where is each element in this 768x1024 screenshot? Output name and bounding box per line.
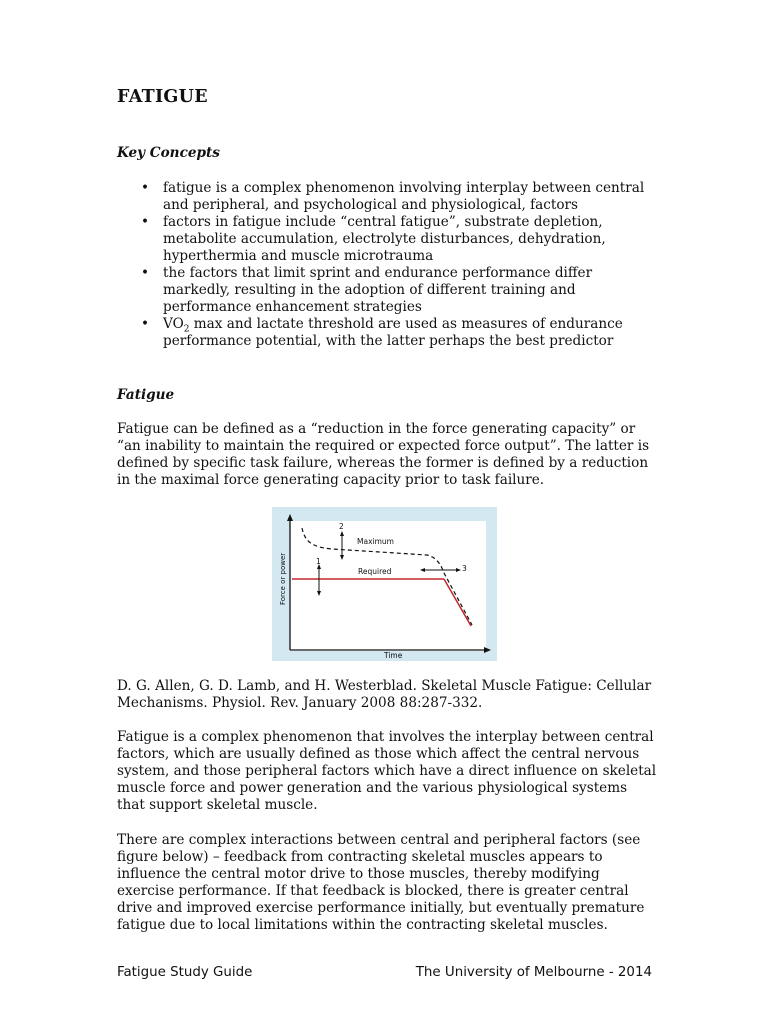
page-title: FATIGUE (117, 87, 208, 107)
fatigue-heading: Fatigue (117, 387, 175, 403)
list-item-text: $VO_2$ max and lactate threshold are used as measures of endurance performance potential, with the latter perhaps the best predictor (163, 316, 623, 349)
force-time-figure (272, 507, 497, 661)
bullet-icon: • (141, 214, 150, 230)
complex-phenomenon-paragraph: Fatigue is a complex phenomenon that involves the interplay between central factors, which are usually defined as those which affect the central nervous system, and those peripheral factors which have a direct influence on skeletal muscle force and power generation and the various physiological systems that support skeletal muscle. (117, 729, 657, 813)
list-item (117, 214, 657, 265)
y-axis-label: Force or power (279, 552, 287, 605)
footer-left: Fatigue Study Guide (117, 965, 253, 980)
list-item-text: fatigue is a complex phenomenon involving interplay between central and peripheral, and psychological and physiological, factors (163, 180, 645, 213)
interactions-paragraph: There are complex interactions between central and peripheral factors (see figure below) – feedback from contracting skeletal muscles appears to influence the central motor drive to those muscles, thereby modifying exercise performance. If that feedback is blocked, there is greater central drive and improved exercise performance initially, but eventually premature fatigue due to local limitations within the contracting skeletal muscles. (117, 832, 645, 933)
x-axis-arrow-icon (484, 647, 491, 653)
list-item (117, 316, 657, 350)
x-axis-label: Time (384, 651, 403, 660)
citation-paragraph: D. G. Allen, G. D. Lamb, and H. Westerblad. Skeletal Muscle Fatigue: Cellular Mechanisms. Physiol. Rev. January 2008 88:287-332. (117, 678, 652, 711)
marker-3-label: 3 (462, 564, 467, 573)
bullet-icon: • (141, 180, 150, 196)
list-item-text: the factors that limit sprint and endurance performance differ markedly, resulting in the adoption of different training and performance enhancement strategies (163, 265, 593, 315)
key-concepts-heading: Key Concepts (117, 145, 220, 161)
bullet-icon: • (141, 265, 150, 281)
key-concepts-list (117, 180, 657, 350)
list-item (117, 180, 657, 214)
list-item (117, 265, 657, 316)
required-label: Required (358, 567, 392, 576)
marker-2-label: 2 (339, 522, 344, 531)
maximum-label: Maximum (357, 537, 394, 546)
definition-paragraph: Fatigue can be defined as a “reduction in the force generating capacity” or “an inability to maintain the required or expected force output”. The latter is defined by specific task failure, whereas the former is defined by a reduction in the maximal force generating capacity prior to task failure. (117, 421, 650, 488)
list-item-text: factors in fatigue include “central fatigue”, substrate depletion, metabolite accumulation, electrolyte disturbances, dehydration, hyperthermia and muscle microtrauma (163, 214, 606, 264)
marker-1-label: 1 (316, 557, 321, 566)
y-axis-arrow-icon (287, 514, 293, 521)
footer-right: The University of Melbourne - 2014 (415, 965, 652, 980)
bullet-icon: • (141, 316, 150, 332)
